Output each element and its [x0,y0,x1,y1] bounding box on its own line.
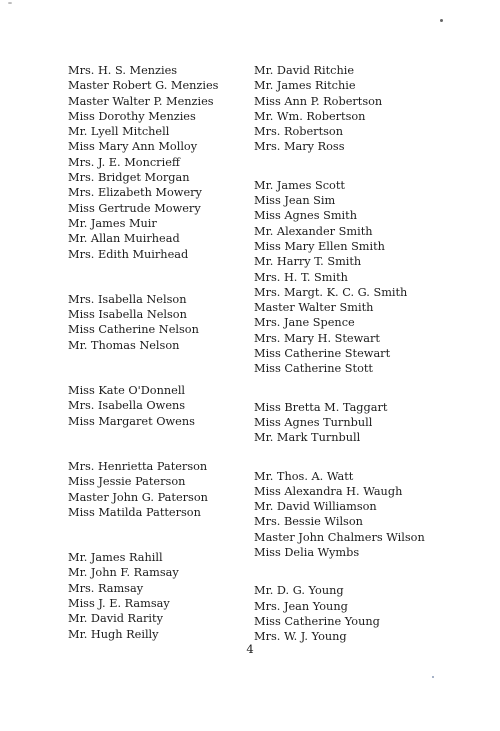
passenger-name: Mrs. Bessie Wilson [254,515,363,529]
passenger-name: Mr. D. G. Young [254,584,344,598]
passenger-name: Miss Alexandra H. Waugh [254,484,403,498]
passenger-name: Miss Catherine Nelson [68,323,199,337]
name-group [254,583,464,644]
passenger-name: Mrs. Mary Ross [254,140,345,154]
passenger-name: Miss Jean Sim [254,194,336,208]
passenger-name: Miss Dorothy Menzies [68,109,196,123]
passenger-name: Mr. Lyell Mitchell [68,125,170,139]
passenger-name: Mr. Wm. Robertson [254,109,366,123]
name-group [68,459,268,520]
passenger-name: Miss Kate O'Donnell [68,384,186,398]
passenger-name: Mrs. Isabella Owens [68,399,186,413]
group-spacer [254,155,464,178]
group-spacer [254,446,464,469]
passenger-name: Mr. Thomas Nelson [68,338,180,352]
passenger-name: Miss Gertrude Mowery [68,201,201,215]
passenger-name: Miss Jessie Paterson [68,475,186,489]
passenger-name: Mr. Alexander Smith [254,224,373,238]
name-group [254,178,464,377]
scan-speck [432,676,434,678]
group-spacer [68,520,268,550]
scan-speck [8,2,12,4]
passenger-name: Mrs. H. S. Menzies [68,64,178,77]
passenger-name: Mrs. Margt. K. C. G. Smith [254,285,408,299]
passenger-name: Mr. David Ritchie [254,64,355,77]
passenger-name: Miss Catherine Stott [254,362,373,376]
name-group [68,292,268,353]
group-spacer [254,560,464,583]
passenger-name: Miss Bretta M. Taggart [254,400,388,414]
passenger-name: Miss Margaret Owens [68,414,195,428]
right-name-column [254,63,464,645]
passenger-name: Mrs. Isabella Nelson [68,292,187,306]
passenger-name: Mrs. Ramsay [68,581,144,595]
passenger-name: Mr. James Muir [68,216,157,230]
passenger-name: Mr. Thos. A. Watt [254,469,354,483]
passenger-name: Master John G. Paterson [68,490,208,504]
passenger-name: Mrs. W. J. Young [254,630,347,644]
page-number: 4 [246,642,254,656]
passenger-name: Miss Mary Ann Molloy [68,140,198,154]
passenger-name: Mr. Hugh Reilly [68,627,159,641]
group-spacer [254,377,464,400]
passenger-name: Miss Delia Wymbs [254,546,360,560]
passenger-name: Master John Chalmers Wilson [254,530,425,544]
passenger-name: Mrs. Jane Spence [254,316,355,330]
passenger-name: Miss Agnes Smith [254,209,357,223]
passenger-name: Mr. John F. Ramsay [68,566,179,580]
passenger-name: Miss Mary Ellen Smith [254,239,385,253]
passenger-name: Miss J. E. Ramsay [68,597,170,611]
passenger-name: Master Walter P. Menzies [68,94,214,108]
name-group [68,63,268,262]
name-group [254,469,464,561]
name-group [68,550,268,642]
name-group [68,383,268,429]
passenger-name: Mrs. Robertson [254,125,343,139]
passenger-name: Mr. Mark Turnbull [254,431,361,445]
passenger-name: Miss Ann P. Robertson [254,94,383,108]
left-name-column [68,63,268,642]
passenger-name: Mrs. J. E. Moncrieff [68,155,180,169]
name-group [254,400,464,446]
passenger-name: Mr. David Williamson [254,500,377,514]
scan-speck [440,19,443,22]
passenger-name: Mr. David Rarity [68,612,163,626]
passenger-name: Miss Agnes Turnbull [254,415,373,429]
passenger-name: Mr. Allan Muirhead [68,232,180,246]
passenger-name: Mr. James Rahill [68,551,163,565]
passenger-name: Mrs. Elizabeth Mowery [68,186,202,200]
passenger-name: Mrs. Bridget Morgan [68,171,190,185]
passenger-name: Mrs. H. T. Smith [254,270,348,284]
group-spacer [68,262,268,292]
passenger-name: Master Robert G. Menzies [68,79,219,93]
passenger-name: Mr. James Scott [254,178,345,192]
passenger-name: Mrs. Edith Muirhead [68,247,189,261]
passenger-name: Miss Isabella Nelson [68,308,187,322]
passenger-name: Mrs. Mary H. Stewart [254,331,380,345]
name-group [254,63,464,155]
passenger-name: Master Walter Smith [254,301,374,315]
passenger-name: Miss Matilda Patterson [68,505,201,519]
passenger-name: Miss Catherine Young [254,614,380,628]
group-spacer [68,353,268,383]
passenger-name: Mrs. Henrietta Paterson [68,459,208,473]
passenger-name: Mr. Harry T. Smith [254,255,362,269]
passenger-name: Mr. James Ritchie [254,79,356,93]
group-spacer [68,429,268,459]
passenger-name: Miss Catherine Stewart [254,347,391,361]
passenger-name: Mrs. Jean Young [254,599,348,613]
